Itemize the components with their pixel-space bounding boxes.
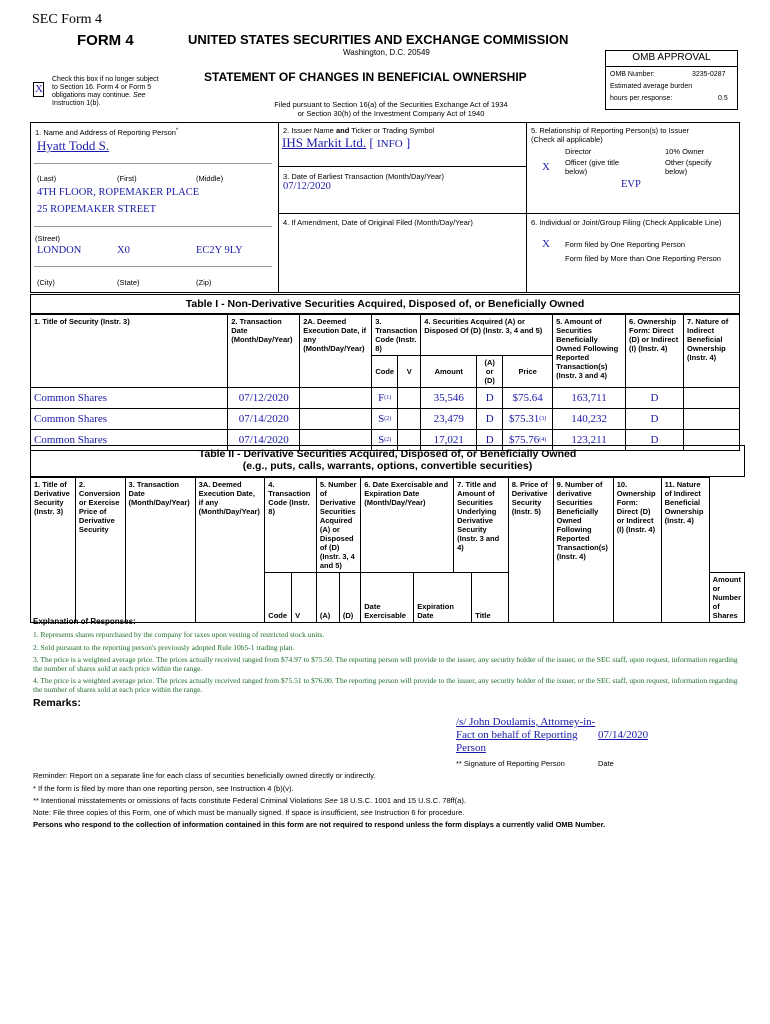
t1-row3-title: Common Shares [31,430,228,451]
state-value: X0 [117,245,130,256]
sec-form-label: SEC Form 4 [32,12,103,27]
t1-row2-form: D [626,409,684,430]
explanation-item-3: 3. The price is a weighted average price. The prices actually received ranged from $74.97 to $75.50. The reporting person will provide to the issuer, any security holder of the issuer, or the SEC staff, upon request, information regarding the number of shares sold at each price within the range. [33,655,738,673]
city-value: LONDON [37,245,82,256]
signature-link[interactable]: /s/ John Doulamis, Attorney-in-Fact on behalf of Reporting Person [456,716,596,754]
one-person-label: Form filed by One Reporting Person [565,240,686,249]
zip-value: EC2Y 9LY [196,245,243,256]
director-label: Director [565,147,592,156]
t1-row2-deemed [300,409,372,430]
t2-header-ownership-form: 10. Ownership Form: Direct (D) or Indirect (I) (Instr. 4) [613,478,661,623]
reporting-person-label: 1. Name and Address of Reporting Person* [35,128,179,137]
checkbox-text-1: Check this box if no longer subject [52,76,159,83]
commission-title: UNITED STATES SECURITIES AND EXCHANGE COMMISSION [188,32,569,47]
address-line-2: 25 ROPEMAKER STREET [37,204,157,215]
t2-subheader-a: (A) [316,573,339,623]
t2-subheader-expiration: Expiration Date [414,573,472,623]
middle-label: (Middle) [196,174,224,183]
form-title: FORM 4 [77,32,134,49]
footer-note: Note: File three copies of this Form, one of which must be manually signed. If space is insufficient, see Instruction 6 for procedure. [33,808,465,817]
t1-row2-owned: 140,232 [553,409,626,430]
t1-header-date: 2. Transaction Date (Month/Day/Year) [228,315,300,388]
t2-subheader-code: Code [265,573,292,623]
table2-title: Table II - Derivative Securities Acquired, Disposed of, or Beneficially Owned (e.g., puts, calls, warrants, options, convertible securities) [198,448,577,472]
one-person-mark: X [542,238,550,250]
t2-header-code: 4. Transaction Code (Instr. 8) [265,478,317,573]
table1-title: Table I - Non-Derivative Securities Acquired, Disposed of, or Beneficially Owned [185,298,585,310]
t1-row1-code: $F^{(1)}$ [372,388,398,409]
checkbox-text-3: obligations may continue. See [52,92,146,99]
checkbox-instructions [52,76,182,108]
earliest-transaction-date: 07/12/2020 [283,181,331,192]
more-persons-label: Form filed by More than One Reporting Person [565,254,721,263]
t1-header-securities: 4. Securities Acquired (A) or Disposed Of (D) (Instr. 3, 4 and 5) [421,315,553,356]
explanation-item-1: 1. Represents shares repurchased by the company for taxes upon vesting of restricted stock units. [33,630,325,639]
t1-row3-price: $75.76$^{(4)}$ [503,430,553,451]
table2 [30,477,745,623]
t2-subheader-v: V [292,573,317,623]
street-label: (Street) [35,234,61,243]
t2-header-number: 5. Number of Derivative Securities Acquired (A) or Disposed of (D) (Instr. 3, 4 and 5) [316,478,360,573]
t2-header-underlying: 7. Title and Amount of Securities Underlying Derivative Security (Instr. 3 and 4) [454,478,509,573]
signature-label: ** Signature of Reporting Person [456,759,565,768]
t2-header-owned: 9. Number of derivative Securities Beneficially Owned Following Reported Transaction(s) (Instr. 4) [553,478,613,623]
t1-row3-date: 07/14/2020 [228,430,300,451]
omb-number-value: 3235-0287 [692,71,726,78]
t1-row1-v [398,388,421,409]
t1-row1-form: D [626,388,684,409]
t1-row3-code: $S^{(2)}$ [372,430,398,451]
t1-header-title: 1. Title of Security (Instr. 3) [31,315,228,388]
t2-header-date: 3. Transaction Date (Month/Day/Year) [125,478,195,623]
omb-hours-value: 0.5 [718,95,728,102]
explanation-item-4: 4. The price is a weighted average price. The prices actually received ranged from $75.51 to $76.00. The reporting person will provide to the issuer, any security holder of the issuer, or the SEC staff, upon request, information regarding the number of shares sold at each price within the range. [33,676,738,694]
t1-header-code: 3. Transaction Code (Instr. 8) [372,315,421,356]
omb-hours-label: hours per response: [610,95,673,102]
t1-row2-nature [683,409,739,430]
remarks-title: Remarks: [33,697,81,709]
t1-row2-code: $S^{(2)}$ [372,409,398,430]
t1-row2-price: $75.31$^{(3)}$ [503,409,553,430]
omb-title: OMB APPROVAL [632,52,711,63]
t1-row1-amount: 35,546 [421,388,477,409]
zip-label: (Zip) [196,278,212,287]
t1-subheader-v: V [398,356,421,388]
footer-omb-notice: Persons who respond to the collection of information contained in this form are not required to respond unless the form displays a currently valid OMB Number. [33,820,606,829]
state-label: (State) [117,278,140,287]
city-label: (City) [37,278,55,287]
t1-row2-v [398,409,421,430]
t1-subheader-amount: Amount [421,356,477,388]
statement-title: STATEMENT OF CHANGES IN BENEFICIAL OWNERSHIP [204,70,527,84]
t1-header-amount-owned: 5. Amount of Securities Beneficially Owned Following Reported Transaction(s) (Instr. 3 and 4) [553,315,626,388]
t1-row1-deemed [300,388,372,409]
earliest-transaction-label: 3. Date of Earliest Transaction (Month/Day/Year) [283,172,445,181]
officer-title-value: EVP [621,179,641,190]
reporting-person-name-link[interactable]: Hyatt Todd S. [37,138,110,153]
footer-reminder: Reminder: Report on a separate line for each class of securities beneficially owned directly or indirectly. [33,771,376,780]
ten-percent-owner-label: 10% Owner [665,147,705,156]
t2-subheader-d: (D) [339,573,360,623]
filed-line-2: or Section 30(h) of the Investment Company Act of 1940 [297,109,485,118]
issuer-ticker-link[interactable]: INFO [376,138,403,150]
t2-header-exercisable: 6. Date Exercisable and Expiration Date (Month/Day/Year) [361,478,454,573]
address-line-1: 4TH FLOOR, ROPEMAKER PLACE [37,187,200,198]
commission-location: Washington, D.C. 20549 [343,48,430,57]
no-longer-subject-mark: X [35,83,43,95]
t1-subheader-price: Price [503,356,553,388]
omb-number-label: OMB Number: [610,71,655,78]
t1-row1-date: 07/12/2020 [228,388,300,409]
filed-line-1: Filed pursuant to Section 16(a) of the Securities Exchange Act of 1934 [274,100,508,109]
t1-row2-amount: 23,479 [421,409,477,430]
t1-subheader-code: Code [372,356,398,388]
t2-subheader-title: Title [472,573,508,623]
checkbox-text-4: Instruction 1(b). [52,100,101,107]
table-row [31,388,740,409]
officer-mark: X [542,161,550,173]
filing-type-label: 6. Individual or Joint/Group Filing (Check Applicable Line) [531,218,722,227]
t1-row2-ad: D [477,409,503,430]
filed-pursuant-text [257,100,525,118]
t2-header-conversion: 2. Conversion or Exercise Price of Derivative Security [75,478,125,623]
t1-row2-title: Common Shares [31,409,228,430]
t1-row2-date: 07/14/2020 [228,409,300,430]
t1-row3-owned: 123,211 [553,430,626,451]
t2-header-deemed: 3A. Deemed Execution Date, if any (Month/Day/Year) [195,478,265,623]
officer-label: Officer (give title below) [565,158,620,176]
omb-burden-label: Estimated average burden [610,83,693,90]
footer-misstatements: ** Intentional misstatements or omissions of facts constitute Federal Criminal Violations See 18 U.S.C. 1001 and 15 U.S.C. 78ff(a). [33,796,466,805]
t1-row1-price: $75.64 [503,388,553,409]
t1-row3-form: D [626,430,684,451]
t2-subheader-amount-shares: Amount or Number of Shares [709,573,744,623]
t2-header-title: 1. Title of Derivative Security (Instr. 3) [31,478,76,623]
signature-date[interactable]: 07/14/2020 [598,729,649,741]
relationship-label: 5. Relationship of Reporting Person(s) to Issuer (Check all applicable) [531,126,689,144]
t1-row3-amount: 17,021 [421,430,477,451]
t2-subheader-date-exercisable: Date Exercisable [361,573,414,623]
first-label: (First) [117,174,137,183]
checkbox-text-2: to Section 16. Form 4 or Form 5 [52,84,152,91]
table-row [31,409,740,430]
t1-header-deemed: 2A. Deemed Execution Date, if any (Month/Day/Year) [300,315,372,388]
t1-header-ownership-form: 6. Ownership Form: Direct (D) or Indirect (I) (Instr. 4) [626,315,684,388]
t1-header-nature: 7. Nature of Indirect Beneficial Ownership (Instr. 4) [683,315,739,388]
t1-row1-title: Common Shares [31,388,228,409]
t1-row3-ad: D [477,430,503,451]
t1-subheader-ad: (A) or (D) [477,356,503,388]
last-label: (Last) [37,174,57,183]
t1-row1-ad: D [477,388,503,409]
footer-multiple-persons: * If the form is filed by more than one reporting person, see Instruction 4 (b)(v). [33,784,294,793]
explanation-title: Explanation of Responses: [33,617,136,626]
t1-row1-owned: 163,711 [553,388,626,409]
amendment-label: 4. If Amendment, Date of Original Filed (Month/Day/Year) [283,218,473,227]
other-label: Other (specify below) [665,158,712,176]
t2-header-nature: 11. Nature of Indirect Beneficial Ownership (Instr. 4) [661,478,709,623]
issuer-name-row: IHS Markit Ltd. [ INFO ] [282,135,411,150]
table1 [30,314,740,451]
issuer-name-link[interactable]: IHS Markit Ltd. [282,135,367,150]
issuer-label: 2. Issuer Name and Ticker or Trading Symbol [283,126,435,135]
t1-row1-nature [683,388,739,409]
t2-header-price: 8. Price of Derivative Security (Instr. 5) [508,478,553,623]
date-label: Date [598,759,614,768]
explanation-item-2: 2. Sold pursuant to the reporting person's previously adopted Rule 10b5-1 trading plan. [33,643,295,652]
